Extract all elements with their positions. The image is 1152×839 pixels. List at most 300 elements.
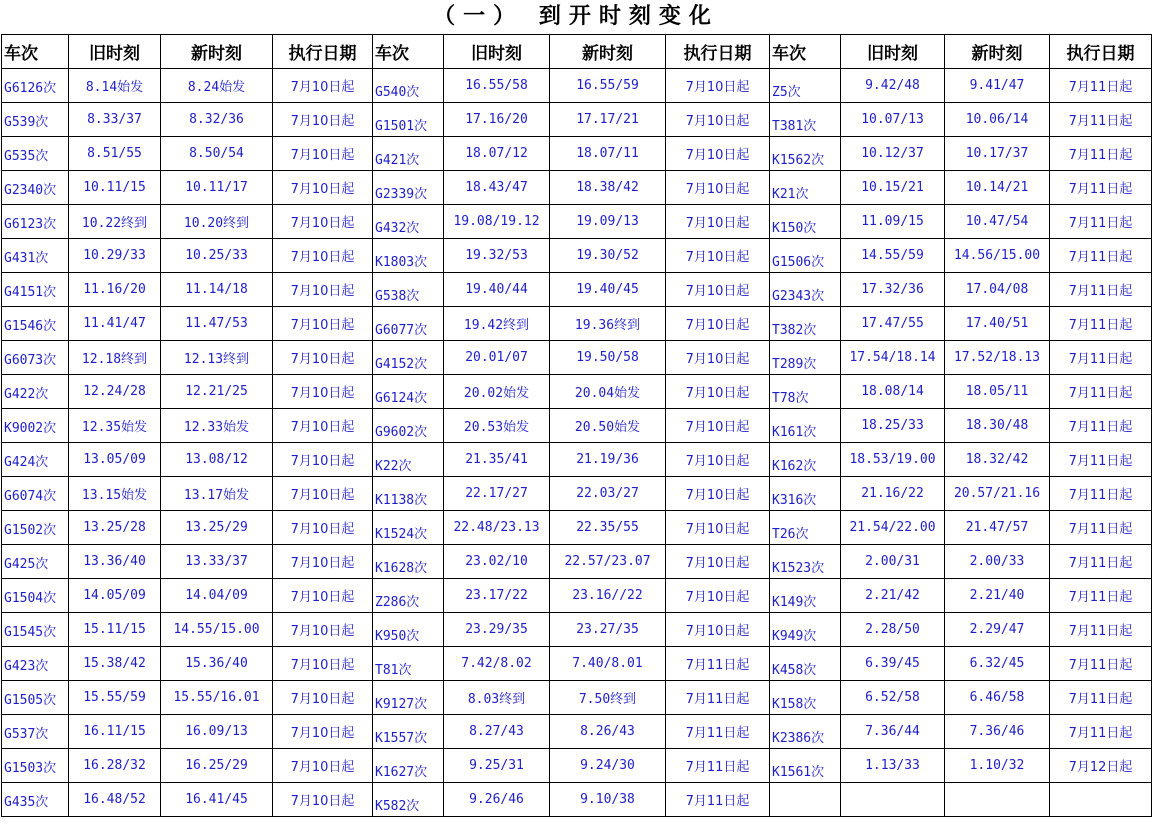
cell-train-no bbox=[770, 341, 841, 375]
cell-old-time: 19.32/53 bbox=[444, 239, 550, 273]
cell-new-time: 10.06/14 bbox=[945, 103, 1050, 137]
cell-effective-date: 7月10日起 bbox=[666, 511, 770, 545]
cell-train-no bbox=[770, 613, 841, 647]
cell-new-time: 10.20终到 bbox=[161, 205, 273, 239]
train-number: K162次 bbox=[772, 459, 817, 474]
cell-effective-date: 7月11日起 bbox=[1050, 273, 1152, 307]
cell-new-time: 8.32/36 bbox=[161, 103, 273, 137]
cell-old-time bbox=[841, 783, 945, 817]
cell-effective-date: 7月10日起 bbox=[273, 409, 373, 443]
cell-train-no bbox=[770, 137, 841, 171]
cell-old-time: 12.35始发 bbox=[69, 409, 161, 443]
cell-effective-date: 7月10日起 bbox=[273, 205, 373, 239]
cell-old-time: 1.13/33 bbox=[841, 749, 945, 783]
train-number: K1628次 bbox=[375, 561, 428, 576]
cell-effective-date: 7月10日起 bbox=[273, 171, 373, 205]
cell-train-no bbox=[770, 647, 841, 681]
cell-new-time: 9.41/47 bbox=[945, 69, 1050, 103]
cell-effective-date: 7月11日起 bbox=[1050, 477, 1152, 511]
train-number: K158次 bbox=[772, 697, 817, 712]
cell-new-time: 13.25/29 bbox=[161, 511, 273, 545]
cell-new-time: 6.46/58 bbox=[945, 681, 1050, 715]
train-number: G538次 bbox=[375, 289, 420, 304]
cell-old-time: 16.48/52 bbox=[69, 783, 161, 817]
cell-old-time: 13.15始发 bbox=[69, 477, 161, 511]
cell-train-no bbox=[373, 273, 444, 307]
cell-new-time: 18.30/48 bbox=[945, 409, 1050, 443]
train-number: K21次 bbox=[772, 187, 809, 202]
cell-old-time: 19.42终到 bbox=[444, 307, 550, 341]
train-number: K1523次 bbox=[772, 561, 825, 576]
train-number: G9602次 bbox=[375, 425, 428, 440]
table-row bbox=[2, 239, 1152, 273]
cell-train-no bbox=[770, 307, 841, 341]
cell-effective-date: 7月10日起 bbox=[273, 137, 373, 171]
cell-effective-date bbox=[1050, 783, 1152, 817]
cell-old-time: 6.39/45 bbox=[841, 647, 945, 681]
cell-old-time: 6.52/58 bbox=[841, 681, 945, 715]
train-number: K582次 bbox=[375, 799, 420, 814]
cell-train-no bbox=[2, 205, 69, 239]
table-row bbox=[2, 443, 1152, 477]
train-number: G1545次 bbox=[4, 625, 57, 640]
column-header-old-time: 旧时刻 bbox=[69, 35, 161, 69]
cell-effective-date: 7月10日起 bbox=[666, 443, 770, 477]
cell-old-time: 18.25/33 bbox=[841, 409, 945, 443]
cell-effective-date: 7月11日起 bbox=[666, 715, 770, 749]
cell-effective-date: 7月11日起 bbox=[1050, 341, 1152, 375]
table-row bbox=[2, 647, 1152, 681]
cell-old-time: 16.55/58 bbox=[444, 69, 550, 103]
table-body bbox=[2, 69, 1152, 817]
cell-effective-date: 7月10日起 bbox=[273, 715, 373, 749]
cell-effective-date: 7月11日起 bbox=[1050, 545, 1152, 579]
train-number: G1506次 bbox=[772, 255, 825, 270]
cell-old-time: 16.28/32 bbox=[69, 749, 161, 783]
cell-old-time: 13.05/09 bbox=[69, 443, 161, 477]
cell-new-time: 14.04/09 bbox=[161, 579, 273, 613]
cell-new-time: 13.08/12 bbox=[161, 443, 273, 477]
column-header-new-time: 新时刻 bbox=[945, 35, 1050, 69]
table-row bbox=[2, 613, 1152, 647]
cell-old-time: 18.07/12 bbox=[444, 137, 550, 171]
cell-train-no bbox=[2, 273, 69, 307]
cell-new-time: 17.04/08 bbox=[945, 273, 1050, 307]
cell-new-time: 19.40/45 bbox=[550, 273, 666, 307]
train-number: K161次 bbox=[772, 425, 817, 440]
train-number: K1627次 bbox=[375, 765, 428, 780]
cell-effective-date: 7月10日起 bbox=[273, 477, 373, 511]
train-number: K2386次 bbox=[772, 731, 825, 746]
cell-effective-date: 7月10日起 bbox=[273, 307, 373, 341]
cell-effective-date: 7月11日起 bbox=[1050, 239, 1152, 273]
cell-old-time: 8.27/43 bbox=[444, 715, 550, 749]
cell-train-no bbox=[770, 681, 841, 715]
train-number: K1561次 bbox=[772, 765, 825, 780]
cell-train-no bbox=[2, 613, 69, 647]
cell-new-time: 1.10/32 bbox=[945, 749, 1050, 783]
cell-new-time: 10.25/33 bbox=[161, 239, 273, 273]
cell-effective-date: 7月10日起 bbox=[273, 273, 373, 307]
cell-new-time: 21.47/57 bbox=[945, 511, 1050, 545]
cell-effective-date: 7月10日起 bbox=[666, 477, 770, 511]
cell-effective-date: 7月11日起 bbox=[1050, 579, 1152, 613]
cell-effective-date: 7月11日起 bbox=[1050, 715, 1152, 749]
cell-effective-date: 7月11日起 bbox=[1050, 409, 1152, 443]
cell-old-time: 20.53始发 bbox=[444, 409, 550, 443]
train-number: K1138次 bbox=[375, 493, 428, 508]
cell-old-time: 17.32/36 bbox=[841, 273, 945, 307]
cell-old-time: 20.01/07 bbox=[444, 341, 550, 375]
cell-effective-date: 7月10日起 bbox=[273, 749, 373, 783]
cell-new-time: 7.40/8.01 bbox=[550, 647, 666, 681]
cell-new-time: 15.36/40 bbox=[161, 647, 273, 681]
cell-old-time: 11.09/15 bbox=[841, 205, 945, 239]
cell-old-time: 11.41/47 bbox=[69, 307, 161, 341]
cell-train-no bbox=[2, 545, 69, 579]
page-title: （一） 到开时刻变化 bbox=[433, 4, 719, 29]
train-number: G425次 bbox=[4, 557, 49, 572]
cell-train-no bbox=[2, 647, 69, 681]
column-header-new-time: 新时刻 bbox=[550, 35, 666, 69]
column-header-effective-date: 执行日期 bbox=[666, 35, 770, 69]
train-number: G422次 bbox=[4, 387, 49, 402]
train-number: K149次 bbox=[772, 595, 817, 610]
train-number: G6073次 bbox=[4, 353, 57, 368]
cell-new-time: 10.17/37 bbox=[945, 137, 1050, 171]
cell-effective-date: 7月10日起 bbox=[666, 205, 770, 239]
cell-old-time: 2.21/42 bbox=[841, 579, 945, 613]
train-number: G431次 bbox=[4, 251, 49, 266]
cell-new-time: 7.50终到 bbox=[550, 681, 666, 715]
cell-effective-date: 7月11日起 bbox=[1050, 443, 1152, 477]
cell-effective-date: 7月10日起 bbox=[273, 783, 373, 817]
train-number: G6124次 bbox=[375, 391, 428, 406]
cell-train-no bbox=[2, 749, 69, 783]
cell-train-no bbox=[373, 443, 444, 477]
cell-train-no bbox=[770, 375, 841, 409]
cell-effective-date: 7月11日起 bbox=[1050, 137, 1152, 171]
cell-effective-date: 7月11日起 bbox=[1050, 647, 1152, 681]
train-number: G6126次 bbox=[4, 81, 57, 96]
train-number: K1557次 bbox=[375, 731, 428, 746]
cell-train-no bbox=[373, 681, 444, 715]
cell-new-time bbox=[945, 783, 1050, 817]
cell-new-time: 22.35/55 bbox=[550, 511, 666, 545]
train-number: T381次 bbox=[772, 119, 817, 134]
cell-old-time: 10.22终到 bbox=[69, 205, 161, 239]
cell-train-no bbox=[373, 613, 444, 647]
cell-new-time: 12.33始发 bbox=[161, 409, 273, 443]
cell-train-no bbox=[373, 375, 444, 409]
cell-effective-date: 7月10日起 bbox=[273, 443, 373, 477]
train-number: G4151次 bbox=[4, 285, 57, 300]
train-number: K9002次 bbox=[4, 421, 57, 436]
cell-effective-date: 7月11日起 bbox=[1050, 511, 1152, 545]
cell-effective-date: 7月10日起 bbox=[273, 545, 373, 579]
train-number: G432次 bbox=[375, 221, 420, 236]
train-number: G539次 bbox=[4, 115, 49, 130]
cell-old-time: 23.29/35 bbox=[444, 613, 550, 647]
train-number: G435次 bbox=[4, 795, 49, 810]
column-header-train-no: 车次 bbox=[373, 35, 444, 69]
cell-new-time: 8.24始发 bbox=[161, 69, 273, 103]
cell-new-time: 14.56/15.00 bbox=[945, 239, 1050, 273]
cell-train-no bbox=[2, 579, 69, 613]
cell-new-time: 17.17/21 bbox=[550, 103, 666, 137]
cell-train-no bbox=[373, 477, 444, 511]
cell-new-time: 13.17始发 bbox=[161, 477, 273, 511]
cell-new-time: 12.21/25 bbox=[161, 375, 273, 409]
cell-effective-date: 7月10日起 bbox=[666, 239, 770, 273]
cell-effective-date: 7月11日起 bbox=[1050, 681, 1152, 715]
train-number: G424次 bbox=[4, 455, 49, 470]
cell-new-time: 19.50/58 bbox=[550, 341, 666, 375]
cell-old-time: 7.42/8.02 bbox=[444, 647, 550, 681]
cell-train-no bbox=[770, 715, 841, 749]
cell-effective-date: 7月10日起 bbox=[273, 239, 373, 273]
table-row bbox=[2, 715, 1152, 749]
table-row bbox=[2, 749, 1152, 783]
train-number: G535次 bbox=[4, 149, 49, 164]
cell-train-no bbox=[2, 511, 69, 545]
cell-new-time: 13.33/37 bbox=[161, 545, 273, 579]
cell-new-time: 9.24/30 bbox=[550, 749, 666, 783]
cell-old-time: 10.07/13 bbox=[841, 103, 945, 137]
cell-new-time: 19.36终到 bbox=[550, 307, 666, 341]
cell-old-time: 22.17/27 bbox=[444, 477, 550, 511]
cell-old-time: 19.08/19.12 bbox=[444, 205, 550, 239]
cell-effective-date: 7月10日起 bbox=[666, 137, 770, 171]
cell-new-time: 17.52/18.13 bbox=[945, 341, 1050, 375]
cell-new-time: 20.04始发 bbox=[550, 375, 666, 409]
cell-train-no bbox=[2, 103, 69, 137]
cell-effective-date: 7月10日起 bbox=[666, 341, 770, 375]
cell-new-time: 12.13终到 bbox=[161, 341, 273, 375]
cell-effective-date: 7月10日起 bbox=[273, 681, 373, 715]
train-number: G537次 bbox=[4, 727, 49, 742]
cell-train-no bbox=[373, 205, 444, 239]
train-number: G6123次 bbox=[4, 217, 57, 232]
cell-old-time: 9.26/46 bbox=[444, 783, 550, 817]
cell-old-time: 18.53/19.00 bbox=[841, 443, 945, 477]
cell-train-no bbox=[373, 103, 444, 137]
cell-effective-date: 7月10日起 bbox=[666, 545, 770, 579]
cell-new-time: 23.16//22 bbox=[550, 579, 666, 613]
cell-old-time: 10.12/37 bbox=[841, 137, 945, 171]
cell-train-no bbox=[373, 749, 444, 783]
cell-train-no bbox=[373, 239, 444, 273]
cell-new-time: 21.19/36 bbox=[550, 443, 666, 477]
cell-effective-date: 7月10日起 bbox=[273, 613, 373, 647]
train-number: K22次 bbox=[375, 459, 412, 474]
cell-new-time: 20.57/21.16 bbox=[945, 477, 1050, 511]
train-number: K950次 bbox=[375, 629, 420, 644]
cell-train-no bbox=[770, 477, 841, 511]
cell-train-no bbox=[770, 579, 841, 613]
cell-old-time: 22.48/23.13 bbox=[444, 511, 550, 545]
cell-train-no bbox=[373, 545, 444, 579]
cell-new-time: 19.09/13 bbox=[550, 205, 666, 239]
train-number: G1504次 bbox=[4, 591, 57, 606]
cell-train-no bbox=[2, 375, 69, 409]
cell-new-time: 10.47/54 bbox=[945, 205, 1050, 239]
cell-effective-date: 7月11日起 bbox=[1050, 69, 1152, 103]
cell-new-time: 2.00/33 bbox=[945, 545, 1050, 579]
cell-new-time: 22.03/27 bbox=[550, 477, 666, 511]
train-number: G1502次 bbox=[4, 523, 57, 538]
cell-train-no bbox=[770, 783, 841, 817]
column-header-old-time: 旧时刻 bbox=[841, 35, 945, 69]
cell-effective-date: 7月11日起 bbox=[666, 647, 770, 681]
table-row bbox=[2, 409, 1152, 443]
cell-train-no bbox=[373, 647, 444, 681]
table-row bbox=[2, 783, 1152, 817]
table-row bbox=[2, 307, 1152, 341]
cell-new-time: 9.10/38 bbox=[550, 783, 666, 817]
cell-new-time: 23.27/35 bbox=[550, 613, 666, 647]
cell-effective-date: 7月10日起 bbox=[666, 409, 770, 443]
train-number: T382次 bbox=[772, 323, 817, 338]
train-number: K316次 bbox=[772, 493, 817, 508]
train-number: K1524次 bbox=[375, 527, 428, 542]
table-row bbox=[2, 171, 1152, 205]
train-number: T26次 bbox=[772, 527, 809, 542]
train-number: G2340次 bbox=[4, 183, 57, 198]
cell-new-time: 10.11/17 bbox=[161, 171, 273, 205]
cell-train-no bbox=[2, 681, 69, 715]
cell-old-time: 9.42/48 bbox=[841, 69, 945, 103]
cell-old-time: 21.35/41 bbox=[444, 443, 550, 477]
cell-old-time: 8.51/55 bbox=[69, 137, 161, 171]
cell-train-no bbox=[373, 69, 444, 103]
cell-train-no bbox=[770, 103, 841, 137]
cell-old-time: 10.29/33 bbox=[69, 239, 161, 273]
cell-effective-date: 7月10日起 bbox=[666, 307, 770, 341]
cell-old-time: 17.47/55 bbox=[841, 307, 945, 341]
cell-old-time: 7.36/44 bbox=[841, 715, 945, 749]
cell-effective-date: 7月10日起 bbox=[273, 103, 373, 137]
cell-new-time: 16.55/59 bbox=[550, 69, 666, 103]
cell-effective-date: 7月11日起 bbox=[666, 749, 770, 783]
cell-effective-date: 7月11日起 bbox=[666, 681, 770, 715]
cell-new-time: 16.41/45 bbox=[161, 783, 273, 817]
cell-old-time: 17.16/20 bbox=[444, 103, 550, 137]
cell-new-time: 2.21/40 bbox=[945, 579, 1050, 613]
cell-train-no bbox=[770, 409, 841, 443]
cell-new-time: 14.55/15.00 bbox=[161, 613, 273, 647]
cell-old-time: 14.05/09 bbox=[69, 579, 161, 613]
cell-old-time: 10.15/21 bbox=[841, 171, 945, 205]
cell-train-no bbox=[770, 273, 841, 307]
cell-effective-date: 7月11日起 bbox=[1050, 205, 1152, 239]
table-row bbox=[2, 477, 1152, 511]
cell-new-time: 2.29/47 bbox=[945, 613, 1050, 647]
column-header-old-time: 旧时刻 bbox=[444, 35, 550, 69]
cell-new-time: 6.32/45 bbox=[945, 647, 1050, 681]
column-header-new-time: 新时刻 bbox=[161, 35, 273, 69]
cell-effective-date: 7月11日起 bbox=[1050, 307, 1152, 341]
cell-old-time: 16.11/15 bbox=[69, 715, 161, 749]
train-number: T81次 bbox=[375, 663, 412, 678]
cell-effective-date: 7月10日起 bbox=[273, 647, 373, 681]
train-number: T78次 bbox=[772, 391, 809, 406]
cell-train-no bbox=[770, 69, 841, 103]
cell-train-no bbox=[2, 307, 69, 341]
cell-old-time: 2.28/50 bbox=[841, 613, 945, 647]
cell-train-no bbox=[373, 579, 444, 613]
cell-old-time: 9.25/31 bbox=[444, 749, 550, 783]
table-row bbox=[2, 341, 1152, 375]
train-number: G1546次 bbox=[4, 319, 57, 334]
cell-train-no bbox=[2, 69, 69, 103]
cell-train-no bbox=[2, 783, 69, 817]
train-number: G4152次 bbox=[375, 357, 428, 372]
cell-train-no bbox=[770, 443, 841, 477]
train-number: G1503次 bbox=[4, 761, 57, 776]
cell-effective-date: 7月10日起 bbox=[666, 579, 770, 613]
cell-train-no bbox=[770, 171, 841, 205]
train-number: K1562次 bbox=[772, 153, 825, 168]
cell-effective-date: 7月10日起 bbox=[273, 579, 373, 613]
train-number: K949次 bbox=[772, 629, 817, 644]
cell-effective-date: 7月10日起 bbox=[666, 69, 770, 103]
timetable bbox=[1, 34, 1152, 817]
cell-effective-date: 7月10日起 bbox=[273, 375, 373, 409]
cell-old-time: 10.11/15 bbox=[69, 171, 161, 205]
cell-new-time: 8.26/43 bbox=[550, 715, 666, 749]
cell-new-time: 18.07/11 bbox=[550, 137, 666, 171]
cell-train-no bbox=[373, 137, 444, 171]
cell-old-time: 15.55/59 bbox=[69, 681, 161, 715]
cell-effective-date: 7月11日起 bbox=[1050, 171, 1152, 205]
table-row bbox=[2, 273, 1152, 307]
cell-new-time: 16.25/29 bbox=[161, 749, 273, 783]
cell-train-no bbox=[2, 239, 69, 273]
cell-effective-date: 7月12日起 bbox=[1050, 749, 1152, 783]
cell-train-no bbox=[2, 341, 69, 375]
column-header-effective-date: 执行日期 bbox=[273, 35, 373, 69]
train-number: G1501次 bbox=[375, 119, 428, 134]
table-row bbox=[2, 681, 1152, 715]
cell-train-no bbox=[770, 239, 841, 273]
cell-new-time: 18.05/11 bbox=[945, 375, 1050, 409]
header-row bbox=[2, 35, 1152, 69]
cell-effective-date: 7月10日起 bbox=[666, 273, 770, 307]
table-row bbox=[2, 137, 1152, 171]
cell-effective-date: 7月10日起 bbox=[666, 375, 770, 409]
train-number: G6074次 bbox=[4, 489, 57, 504]
table-row bbox=[2, 545, 1152, 579]
cell-old-time: 13.36/40 bbox=[69, 545, 161, 579]
table-row bbox=[2, 579, 1152, 613]
cell-new-time: 16.09/13 bbox=[161, 715, 273, 749]
cell-new-time: 11.47/53 bbox=[161, 307, 273, 341]
cell-new-time: 19.30/52 bbox=[550, 239, 666, 273]
cell-old-time: 14.55/59 bbox=[841, 239, 945, 273]
cell-train-no bbox=[770, 545, 841, 579]
cell-train-no bbox=[373, 511, 444, 545]
train-number: Z286次 bbox=[375, 595, 420, 610]
train-number: G2339次 bbox=[375, 187, 428, 202]
table-row bbox=[2, 205, 1152, 239]
cell-effective-date: 7月11日起 bbox=[1050, 613, 1152, 647]
cell-train-no bbox=[373, 307, 444, 341]
cell-train-no bbox=[373, 171, 444, 205]
train-number: K150次 bbox=[772, 221, 817, 236]
cell-train-no bbox=[2, 137, 69, 171]
train-number: K458次 bbox=[772, 663, 817, 678]
